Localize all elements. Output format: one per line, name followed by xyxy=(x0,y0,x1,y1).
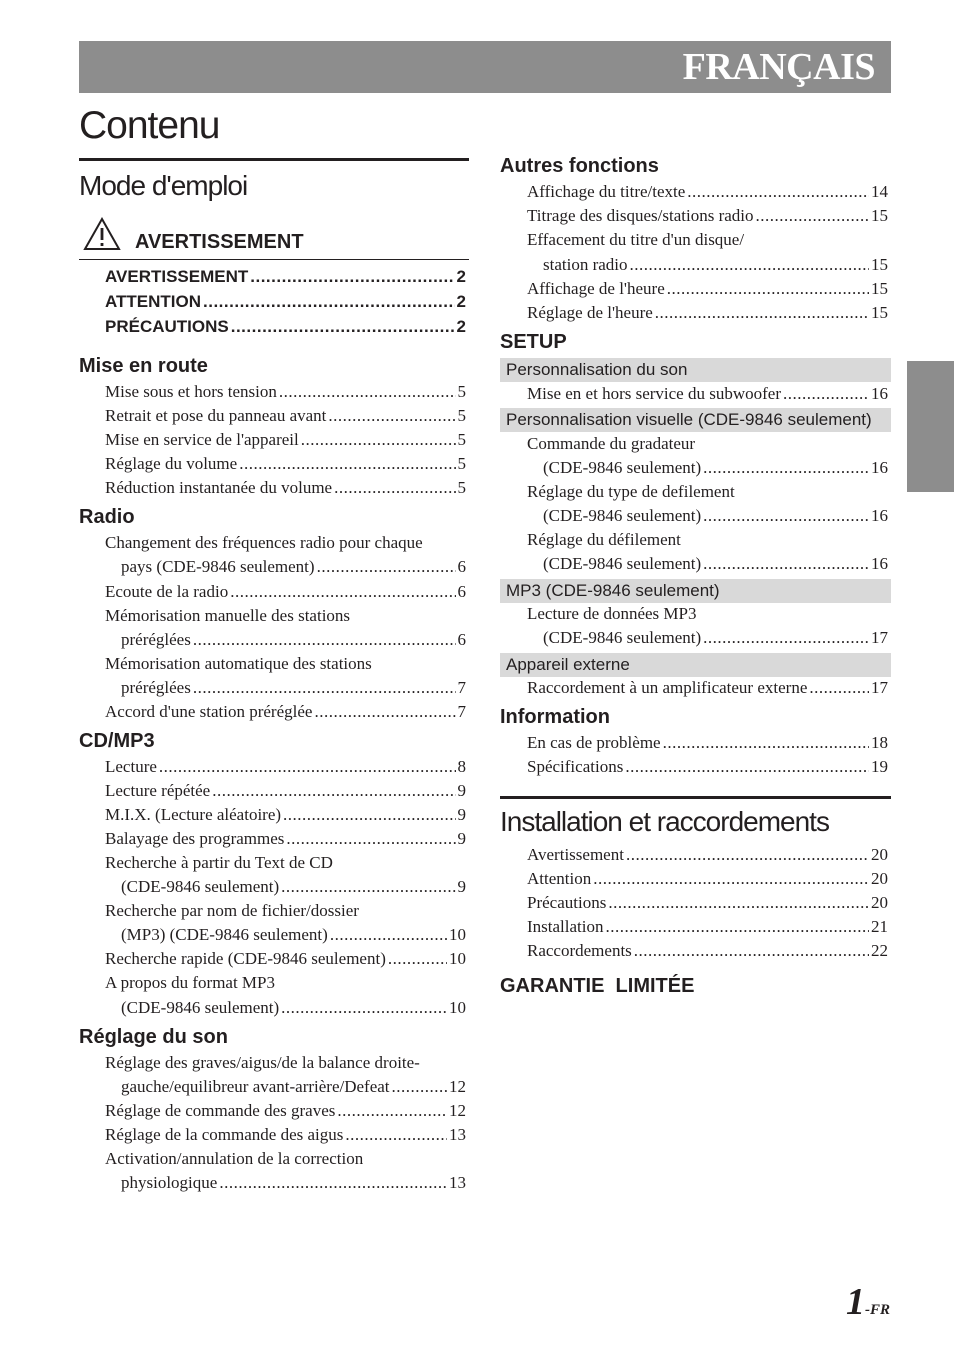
installation-title: Installation et raccordements xyxy=(500,806,829,837)
toc-entry-text: ATTENTION xyxy=(105,292,202,311)
section-rule xyxy=(500,796,891,799)
toc-page: 9 xyxy=(457,877,466,896)
toc-entry-text: En cas de problème xyxy=(527,733,661,752)
section-radio: Radio xyxy=(79,506,135,528)
toc-entry[interactable] xyxy=(527,676,888,700)
toc-entry[interactable] xyxy=(527,939,888,963)
toc-page: 14 xyxy=(871,182,888,201)
toc-entry[interactable] xyxy=(121,996,466,1020)
toc-entry-text: Ecoute de la radio xyxy=(105,582,229,601)
toc-page: 20 xyxy=(871,845,888,864)
toc-leader xyxy=(608,891,869,915)
toc-leader xyxy=(703,626,869,650)
toc-page: 7 xyxy=(457,702,466,721)
toc-leader xyxy=(317,555,456,579)
toc-entry[interactable] xyxy=(105,428,466,452)
toc-page: 9 xyxy=(457,781,466,800)
toc-leader xyxy=(193,676,456,700)
toc-leader xyxy=(330,923,447,947)
toc-entry[interactable] xyxy=(105,404,466,428)
toc-entry[interactable] xyxy=(527,204,888,228)
toc-entry-text: Réglage du défilement xyxy=(527,530,681,549)
toc-entry[interactable] xyxy=(105,476,466,500)
toc-page: 10 xyxy=(449,925,466,944)
section-mise-en-route: Mise en route xyxy=(79,355,208,377)
toc-leader xyxy=(626,843,869,867)
toc-entry-text: Commande du gradateur xyxy=(527,434,696,453)
toc-entry-text: (CDE-9846 seulement) xyxy=(543,506,702,525)
toc-entry-text: Accord d'une station préréglée xyxy=(105,702,313,721)
toc-leader xyxy=(250,265,454,289)
toc-entry-text: Recherche par nom de fichier/dossier xyxy=(105,901,359,920)
toc-page: 5 xyxy=(457,478,466,497)
toc-page: 5 xyxy=(457,406,466,425)
toc-page: 17 xyxy=(871,678,888,697)
toc-page: 15 xyxy=(871,279,888,298)
toc-leader xyxy=(281,996,447,1020)
toc-entry-text: Lecture répétée xyxy=(105,781,211,800)
toc-leader xyxy=(625,755,869,779)
toc-entry-text: Changement des fréquences radio pour chaque xyxy=(105,533,423,552)
toc-entry[interactable] xyxy=(105,827,466,851)
toc-leader xyxy=(388,947,447,971)
toc-page: 19 xyxy=(871,757,888,776)
toc-entry[interactable] xyxy=(105,755,466,779)
toc-page: 15 xyxy=(871,255,888,274)
toc-page: 16 xyxy=(871,554,888,573)
toc-entry[interactable] xyxy=(105,803,466,827)
toc-page: 2 xyxy=(456,267,466,286)
toc-entry-text: Réglage de l'heure xyxy=(527,303,653,322)
toc-page: 16 xyxy=(871,506,888,525)
avertissement-header xyxy=(79,217,469,260)
toc-entry-text: Spécifications xyxy=(527,757,624,776)
toc-leader xyxy=(231,315,455,339)
toc-leader xyxy=(279,380,456,404)
toc-leader xyxy=(703,456,869,480)
toc-page: 6 xyxy=(457,582,466,601)
toc-entry-text: Retrait et pose du panneau avant xyxy=(105,406,327,425)
toc-entry-text: (CDE-9846 seulement) xyxy=(543,554,702,573)
toc-entry-text: Installation xyxy=(527,917,604,936)
toc-leader xyxy=(301,428,456,452)
toc-leader xyxy=(605,915,869,939)
subsection-appareil-externe: Appareil externe xyxy=(500,653,891,677)
toc-entry-text: Réglage du type de defilement xyxy=(527,482,735,501)
toc-page: 21 xyxy=(871,917,888,936)
toc-entry[interactable] xyxy=(527,843,888,867)
section-rule xyxy=(79,158,469,161)
toc-page: 5 xyxy=(457,454,466,473)
toc-entry[interactable] xyxy=(121,1171,466,1195)
toc-entry[interactable] xyxy=(527,301,888,325)
toc-page: 20 xyxy=(871,893,888,912)
toc-entry-text: Balayage des programmes xyxy=(105,829,285,848)
toc-entry[interactable] xyxy=(121,1075,466,1099)
toc-entry-text: (CDE-9846 seulement) xyxy=(543,628,702,647)
page-number-suffix: -FR xyxy=(865,1302,891,1318)
toc-entry[interactable] xyxy=(121,676,466,700)
toc-entry[interactable] xyxy=(105,1123,466,1147)
toc-leader xyxy=(230,580,455,604)
toc-page: 16 xyxy=(871,384,888,403)
toc-leader xyxy=(328,404,455,428)
toc-entry[interactable] xyxy=(543,456,888,480)
side-tab-marker xyxy=(907,361,954,492)
toc-entry-text: Affichage de l'heure xyxy=(527,279,665,298)
toc-entry[interactable] xyxy=(527,180,888,204)
toc-entry[interactable] xyxy=(527,755,888,779)
toc-entry[interactable] xyxy=(527,867,888,891)
toc-entry[interactable] xyxy=(121,923,466,947)
toc-entry-text: Réglage de commande des graves xyxy=(105,1101,336,1120)
avertissement-label: AVERTISSEMENT xyxy=(135,231,304,253)
toc-entry-text: Mise en et hors service du subwoofer xyxy=(527,384,781,403)
toc-entry[interactable] xyxy=(527,382,888,406)
toc-entry-text: (CDE-9846 seulement) xyxy=(121,877,280,896)
language-banner xyxy=(79,41,891,93)
toc-leader xyxy=(809,676,869,700)
toc-page: 16 xyxy=(871,458,888,477)
toc-leader xyxy=(593,867,869,891)
toc-entry-text: Réglage de la commande des aigus xyxy=(105,1125,344,1144)
toc-leader xyxy=(283,803,455,827)
toc-leader xyxy=(337,1099,447,1123)
toc-leader xyxy=(667,277,869,301)
toc-leader xyxy=(630,253,869,277)
section-cd-mp3: CD/MP3 xyxy=(79,730,155,752)
toc-leader xyxy=(212,779,455,803)
toc-entry[interactable] xyxy=(527,277,888,301)
toc-leader xyxy=(314,700,455,724)
toc-entry-text: Mise sous et hors tension xyxy=(105,382,277,401)
toc-entry-text: Raccordements xyxy=(527,941,632,960)
toc-entry[interactable] xyxy=(121,875,466,899)
toc-entry[interactable] xyxy=(105,580,466,604)
toc-entry[interactable] xyxy=(105,452,466,476)
toc-entry-text: Lecture de données MP3 xyxy=(527,604,697,623)
toc-entry[interactable] xyxy=(105,779,466,803)
toc-entry[interactable] xyxy=(527,731,888,755)
toc-leader xyxy=(345,1123,447,1147)
toc-page: 6 xyxy=(457,557,466,576)
toc-leader xyxy=(281,875,455,899)
toc-page: 13 xyxy=(449,1173,466,1192)
toc-entry-text: AVERTISSEMENT xyxy=(105,267,249,286)
toc-entry-text: Mémorisation manuelle des stations xyxy=(105,606,351,625)
subsection-personnalisation-visuelle: Personnalisation visuelle (CDE-9846 seulement) xyxy=(500,408,891,432)
toc-entry[interactable] xyxy=(121,555,466,579)
toc-entry-text: Recherche à partir du Text de CD xyxy=(105,853,333,872)
toc-entry[interactable] xyxy=(105,265,466,289)
toc-entry-text: Avertissement xyxy=(527,845,624,864)
toc-page: 8 xyxy=(457,757,466,776)
toc-entry-text: (CDE-9846 seulement) xyxy=(543,458,702,477)
toc-page: 22 xyxy=(871,941,888,960)
toc-entry-text: Effacement du titre d'un disque/ xyxy=(527,230,745,249)
toc-entry-text: (CDE-9846 seulement) xyxy=(121,998,280,1017)
toc-entry-text: préréglées xyxy=(121,678,191,697)
toc-page: 2 xyxy=(456,317,466,336)
toc-leader xyxy=(756,204,870,228)
toc-entry-text: (MP3) (CDE-9846 seulement) xyxy=(121,925,328,944)
page-number-value: 1 xyxy=(846,1281,865,1323)
toc-entry-text: physiologique xyxy=(121,1173,218,1192)
toc-page: 6 xyxy=(457,630,466,649)
toc-entry[interactable] xyxy=(543,626,888,650)
toc-page: 12 xyxy=(449,1077,466,1096)
mode-emploi-title: Mode d'emploi xyxy=(79,170,248,201)
toc-entry-text: Attention xyxy=(527,869,592,888)
toc-entry[interactable] xyxy=(105,380,466,404)
toc-entry[interactable] xyxy=(105,1099,466,1123)
toc-page: 15 xyxy=(871,303,888,322)
toc-page: 9 xyxy=(457,805,466,824)
page-title: Contenu xyxy=(79,104,220,147)
toc-page: 18 xyxy=(871,733,888,752)
toc-page: 12 xyxy=(449,1101,466,1120)
toc-entry-text: PRÉCAUTIONS xyxy=(105,317,229,336)
toc-entry[interactable] xyxy=(121,628,466,652)
section-setup: SETUP xyxy=(500,331,567,353)
toc-entry[interactable] xyxy=(543,504,888,528)
toc-entry-text: Mémorisation automatique des stations xyxy=(105,654,372,673)
toc-leader xyxy=(286,827,455,851)
toc-entry-text: Réduction instantanée du volume xyxy=(105,478,333,497)
toc-page: 13 xyxy=(449,1125,466,1144)
toc-entry-text: Mise en service de l'appareil xyxy=(105,430,299,449)
toc-entry-text: préréglées xyxy=(121,630,191,649)
toc-page: 2 xyxy=(456,292,466,311)
toc-page: 20 xyxy=(871,869,888,888)
toc-page: 5 xyxy=(457,382,466,401)
language-label: FRANÇAIS xyxy=(682,46,875,88)
section-information: Information xyxy=(500,706,610,728)
toc-entry-text: Titrage des disques/stations radio xyxy=(527,206,754,225)
toc-leader xyxy=(703,552,869,576)
toc-entry-text: Réglage des graves/aigus/de la balance droite- xyxy=(105,1053,420,1072)
section-reglage-du-son: Réglage du son xyxy=(79,1026,228,1048)
toc-leader xyxy=(239,452,455,476)
toc-leader xyxy=(783,382,869,406)
toc-entry[interactable] xyxy=(105,947,466,971)
toc-entry-text: Précautions xyxy=(527,893,607,912)
toc-entry-text: Raccordement à un amplificateur externe xyxy=(527,678,808,697)
toc-leader xyxy=(392,1075,447,1099)
toc-leader xyxy=(655,301,869,325)
toc-page: 15 xyxy=(871,206,888,225)
toc-entry-text: pays (CDE-9846 seulement) xyxy=(121,557,315,576)
toc-entry-text: Réglage du volume xyxy=(105,454,238,473)
toc-entry[interactable] xyxy=(543,253,888,277)
toc-entry-text: station radio xyxy=(543,255,628,274)
toc-entry[interactable] xyxy=(527,915,888,939)
toc-leader xyxy=(687,180,869,204)
section-garantie: GARANTIE LIMITÉE xyxy=(500,975,695,997)
warning-triangle-icon xyxy=(83,217,121,251)
toc-leader xyxy=(193,628,456,652)
toc-entry-text: Recherche rapide (CDE-9846 seulement) xyxy=(105,949,386,968)
toc-entry-text: gauche/equilibreur avant-arrière/Defeat xyxy=(121,1077,390,1096)
toc-leader xyxy=(703,504,869,528)
toc-entry[interactable] xyxy=(105,315,466,339)
section-autres-fonctions: Autres fonctions xyxy=(500,155,659,177)
page-number xyxy=(846,1280,890,1324)
toc-leader xyxy=(634,939,869,963)
toc-entry-text: M.I.X. (Lecture aléatoire) xyxy=(105,805,282,824)
toc-leader xyxy=(203,290,455,314)
toc-entry[interactable] xyxy=(543,552,888,576)
toc-page: 5 xyxy=(457,430,466,449)
toc-entry-text: A propos du format MP3 xyxy=(105,973,275,992)
toc-entry-text: Activation/annulation de la correction xyxy=(105,1149,364,1168)
toc-page: 7 xyxy=(457,678,466,697)
subsection-mp3: MP3 (CDE-9846 seulement) xyxy=(500,579,891,603)
toc-page: 10 xyxy=(449,949,466,968)
toc-page: 10 xyxy=(449,998,466,1017)
toc-entry[interactable] xyxy=(105,290,466,314)
toc-leader xyxy=(663,731,869,755)
subsection-personnalisation-son: Personnalisation du son xyxy=(500,358,891,382)
toc-page: 9 xyxy=(457,829,466,848)
toc-entry-text: Lecture xyxy=(105,757,157,776)
toc-leader xyxy=(334,476,455,500)
toc-entry[interactable] xyxy=(527,891,888,915)
toc-page: 17 xyxy=(871,628,888,647)
toc-leader xyxy=(159,755,456,779)
toc-entry-text: Affichage du titre/texte xyxy=(527,182,686,201)
toc-entry[interactable] xyxy=(105,700,466,724)
toc-leader xyxy=(219,1171,447,1195)
